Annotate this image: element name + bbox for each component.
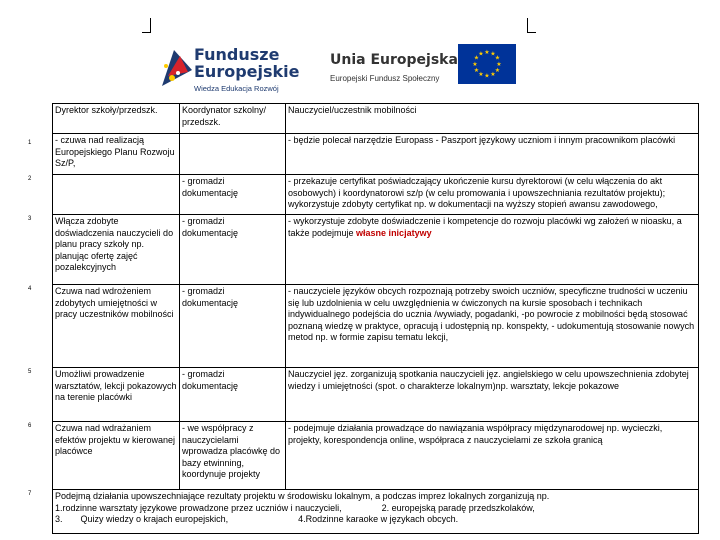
row-number: 2 (28, 176, 32, 182)
svg-text:★: ★ (484, 72, 490, 80)
cell-director: Czuwa nad wdrażaniem efektów projektu w kierowanej placówce (53, 422, 180, 490)
table-row (53, 215, 699, 285)
row-number: 4 (28, 286, 32, 292)
cell-teacher: Nauczyciel jęz. zorganizują spotkania nauczycieli jęz. angielskiego w celu upowszechnienia zdobytej wiedzy i umiejętności (spot. o charakterze lokalnym)np. warsztaty, lekcje pokazowe (286, 368, 699, 422)
summary-line-1: Podejmą działania upowszechniające rezultaty projektu w środowisku lokalnym, a podczas imprez lokalnych zorganizują np. (55, 491, 550, 501)
cell-director: - czuwa nad realizacją Europejskiego Planu Rozwoju Sz/P, (53, 134, 180, 175)
cell-coordinator (180, 134, 286, 175)
table-row (53, 368, 699, 422)
own-initiatives-highlight: własne inicjatywy (356, 227, 432, 238)
cell-director: Czuwa nad wdrożeniem zdobytych umiejętności w pracy uczestników mobilności (53, 285, 180, 368)
header-teacher: Nauczyciel/uczestnik mobilności (286, 104, 699, 134)
eu-flag-icon (458, 44, 516, 84)
summary-item-2: 2. europejską paradę przedszkolaków, (381, 502, 535, 513)
crop-mark-left (142, 18, 151, 33)
cell-coordinator: - gromadzi dokumentację (180, 215, 286, 285)
summary-item-1: 1.rodzinne warsztaty językowe prowadzone przez uczniów i nauczycieli, (55, 502, 342, 513)
eu-subtitle: Europejski Fundusz Społeczny (330, 74, 440, 83)
cell-director (53, 175, 180, 215)
svg-text:★: ★ (490, 71, 496, 78)
fe-subtitle: Wiedza Edukacja Rozwój (194, 84, 279, 93)
cell-coordinator: - gromadzi dokumentację (180, 368, 286, 422)
cell-coordinator: - we współpracy z nauczycielami wprowadza placówkę do bazy etwinning, koordynuje projekty (180, 422, 286, 490)
table-header-row (53, 104, 699, 134)
cell-teacher: - nauczyciele języków obcych rozpoznają potrzeby swoich uczniów, specyficzne trudności w uczeniu się lub uzdolnienia w celu uwzględnienia w ćwiczonych na kursie sposobach i technikach indywidualnego podejścia do ucznia /wywiady, pogadanki, -po powrocie z mobilności będą stosować poznaną wiedzę w praktyce, opracują i udostępnią np. konspekty, - udokumentują stosowanie nowych metod np. w formie zapisu tematu lekcji, (286, 285, 699, 368)
table-row (53, 134, 699, 175)
crop-mark-right (527, 18, 536, 33)
row-number: 3 (28, 216, 32, 222)
cell-director: Włącza zdobyte doświadczenia nauczycieli do planu pracy szkoły np. planując ofertę zajęć pozalekcyjnych (53, 215, 180, 285)
cell-coordinator: - gromadzi dokumentację (180, 285, 286, 368)
table-row (53, 285, 699, 368)
eu-logo (330, 44, 520, 104)
row-number: 5 (28, 369, 32, 375)
fe-line2: Europejskie (194, 62, 300, 81)
responsibilities-table (52, 103, 699, 534)
summary-line-2 (55, 503, 696, 515)
cell-teacher: - podejmuje działania prowadzące do nawiązania współpracy międzynarodowej np. wycieczki, projekty, korespondencja online, współpraca z nauczycielami ze szkoła granicą (286, 422, 699, 490)
summary-item-3-number: 3. (55, 514, 63, 524)
eu-title: Unia Europejska (330, 52, 458, 68)
summary-item-3: Quizy wiedzy o krajach europejskich, (80, 514, 229, 524)
fe-emblem-icon (160, 46, 194, 88)
table-row (53, 175, 699, 215)
svg-text:★: ★ (490, 50, 496, 58)
cell-teacher: - będzie polecał narzędzie Europass - Paszport językowy uczniom i innym pracownikom placówki (286, 134, 699, 175)
summary-line-3 (55, 514, 696, 526)
svg-text:★: ★ (472, 61, 478, 68)
header-director: Dyrektor szkoły/przedszk. (53, 104, 180, 134)
fe-line1: Fundusze (194, 45, 280, 64)
cell-teacher (286, 215, 699, 285)
svg-text:★: ★ (496, 61, 502, 68)
summary-cell (53, 490, 699, 534)
cell-coordinator: - gromadzi dokumentację (180, 175, 286, 215)
row-number: 1 (28, 140, 32, 146)
svg-text:★: ★ (478, 71, 484, 78)
svg-text:★: ★ (478, 50, 484, 58)
table-row-summary (53, 490, 699, 534)
cell-teacher: - przekazuje certyfikat poświadczający ukończenie kursu dyrektorowi (w celu włączenia do akt osobowych) i koordynatorowi sz/p (w celu promowania i upowszechniania rezultatów projektu); wykorzystuje zdobyty certyfikat np. w dokumentacji na wyższy stopień awansu zawodowego, (286, 175, 699, 215)
svg-text:★: ★ (473, 54, 480, 62)
row-number: 6 (28, 423, 32, 429)
teacher-text: - wykorzystuje zdobyte doświadczenie i kompetencje do rozwoju placówki wg założeń w nioasku, a także podejmuje (288, 216, 682, 238)
cell-director: Umożliwi prowadzenie warsztatów, lekcji pokazowych na terenie placówki (53, 368, 180, 422)
svg-text:★: ★ (484, 49, 490, 56)
fundusze-europejskie-logo (160, 40, 300, 112)
svg-text:★: ★ (494, 67, 501, 74)
row-number: 7 (28, 491, 32, 497)
header-coordinator: Koordynator szkolny/ przedszk. (180, 104, 286, 134)
summary-item-4: 4.Rodzinne karaoke w językach obcych. (298, 514, 459, 524)
svg-text:★: ★ (473, 67, 480, 74)
svg-text:★: ★ (494, 54, 501, 62)
table-row (53, 422, 699, 490)
